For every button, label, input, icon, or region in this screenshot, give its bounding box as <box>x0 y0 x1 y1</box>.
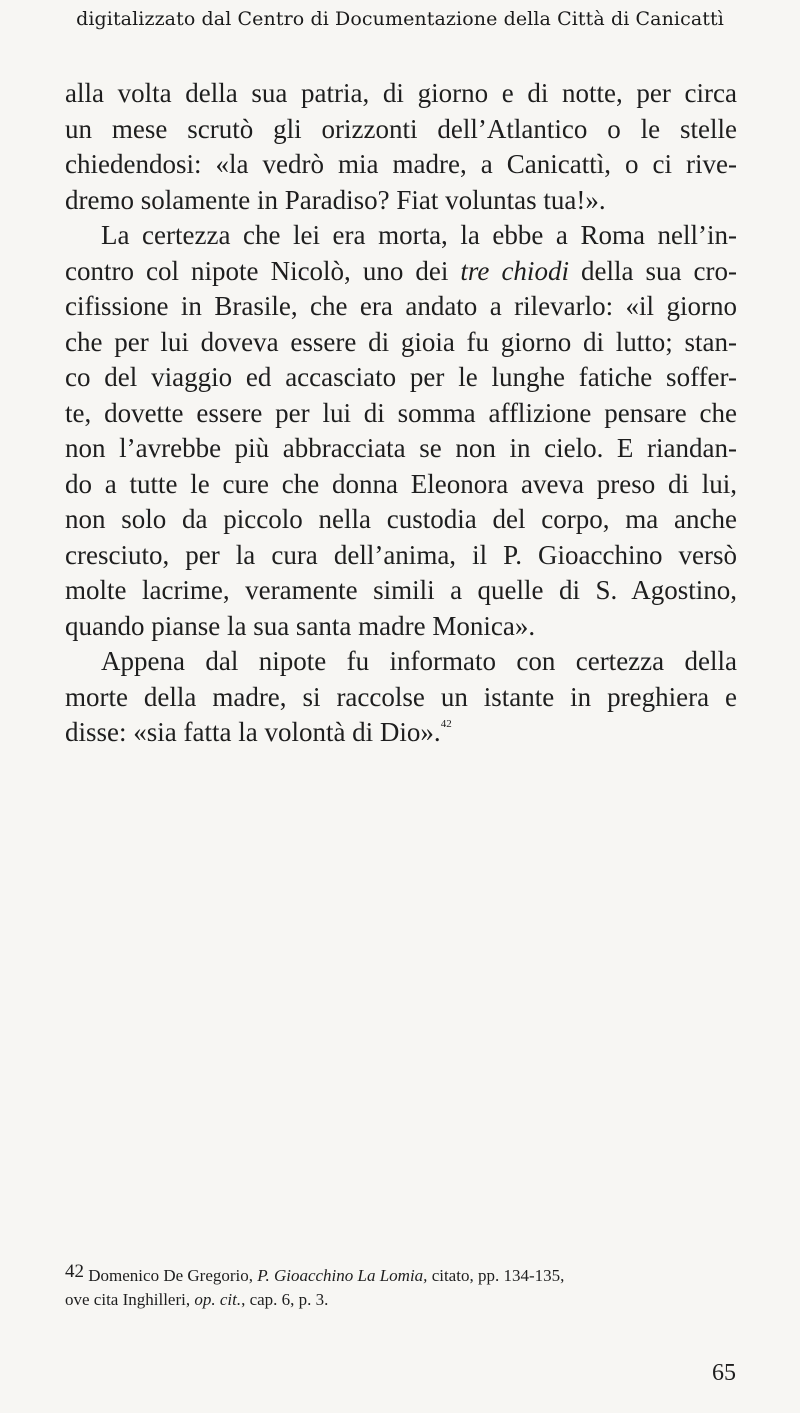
text-line: non l’avrebbe più abbracciata se non in cielo. E riandan- <box>65 433 737 463</box>
text-line-with-footnote-ref <box>65 715 737 751</box>
text-line: dremo solamente in Paradiso? Fiat voluntas tua!». <box>65 184 606 215</box>
footnote-text: , cap. 6, p. 3. <box>241 1290 329 1309</box>
text-line: molte lacrime, veramente simili a quelle di S. Agostino, <box>65 575 737 605</box>
page-number: 65 <box>712 1360 736 1386</box>
text-line: chiedendosi: «la vedrò mia madre, a Canicattì, o ci rive- <box>65 149 737 179</box>
footnote-line-2 <box>65 1288 737 1312</box>
digitization-header: digitalizzato dal Centro di Documentazione della Città di Canicattì <box>76 8 724 30</box>
text-line: che per lui doveva essere di gioia fu giorno di lutto; stan- <box>65 326 737 357</box>
text-line: quando pianse la sua santa madre Monica». <box>65 610 536 641</box>
text-line: cresciuto, per la cura dell’anima, il P. Gioacchino versò <box>65 539 737 570</box>
text-segment: contro col nipote Nicolò, uno dei <box>65 255 461 286</box>
text-line: un mese scrutò gli orizzonti dell’Atlantico o le stelle <box>65 113 737 144</box>
text-segment: della sua cro- <box>568 255 738 286</box>
body-text <box>65 76 737 751</box>
text-line: cifissione in Brasile, che era andato a rilevarlo: «il giorno <box>65 291 737 321</box>
text-line: te, dovette essere per lui di somma afflizione pensare che <box>65 397 737 428</box>
text-line: do a tutte le cure che donna Eleonora aveva preso di lui, <box>65 468 737 499</box>
text-line: La certezza che lei era morta, la ebbe a Roma nell’in- <box>101 220 737 250</box>
footnote-number: 42 <box>65 1261 84 1282</box>
italic-phrase: tre chiodi <box>460 255 569 286</box>
text-line-with-italic <box>65 254 737 290</box>
footnote-text: ove cita Inghilleri, <box>65 1290 195 1309</box>
footnote-citation: citato, pp. 134-135, <box>427 1266 565 1285</box>
footnote-line-1 <box>65 1260 737 1288</box>
text-line: Appena dal nipote fu informato con certezza della <box>101 646 737 676</box>
footnote-title: P. Gioacchino La Lomia, <box>257 1266 428 1285</box>
text-segment: disse: «sia fatta la volontà di Dio». <box>65 717 441 747</box>
text-line: non solo da piccolo nella custodia del corpo, ma anche <box>65 504 737 534</box>
footnote-op-cit: op. cit. <box>194 1290 242 1309</box>
text-line: co del viaggio ed accasciato per le lunghe fatiche soffer- <box>65 362 737 392</box>
footnote <box>65 1260 737 1312</box>
text-line: morte della madre, si raccolse un istante in preghiera e <box>65 681 737 712</box>
footnote-reference[interactable]: 42 <box>440 718 452 730</box>
footnote-author: Domenico De Gregorio, <box>88 1266 258 1285</box>
text-line: alla volta della sua patria, di giorno e di notte, per circa <box>65 78 737 108</box>
